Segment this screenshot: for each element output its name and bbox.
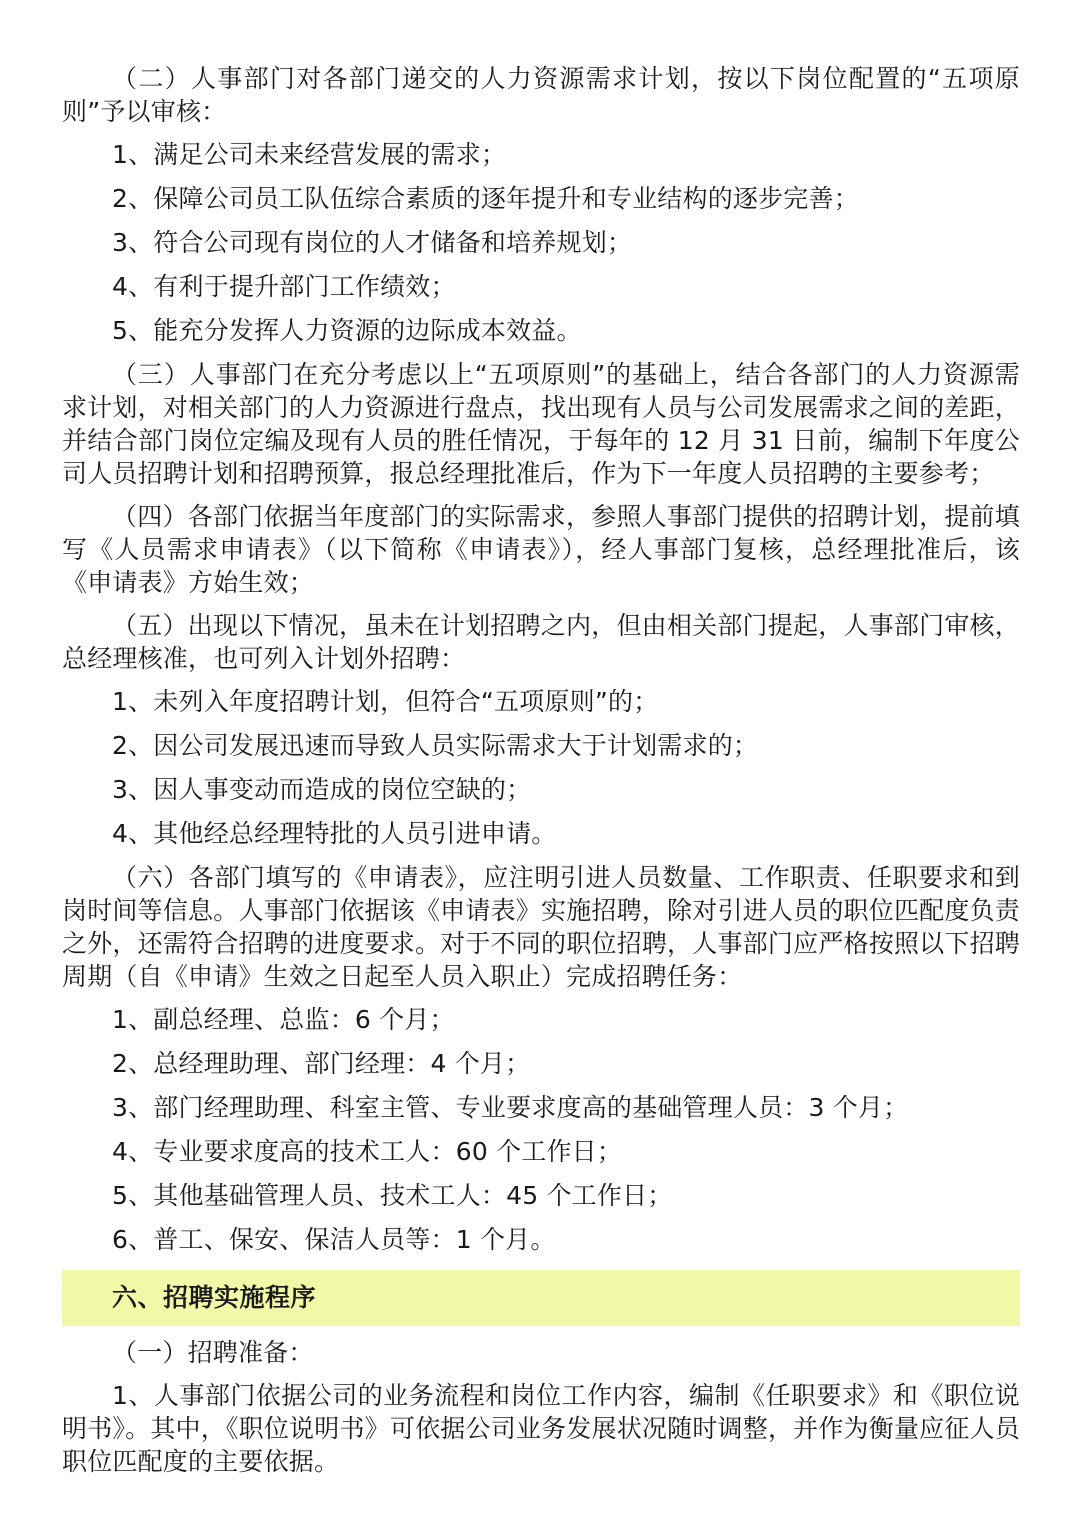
list-item: 2、总经理助理、部门经理：4 个月； <box>112 1049 531 1078</box>
section-4-paragraph: （四）各部门依据当年度部门的实际需求，参照人事部门提供的招聘计划，提前填写《人员需求申请表》（以下简称《申请表》），经人事部门复核，总经理批准后，该《申请表》方始生效； <box>62 502 1020 597</box>
preparation-section <box>62 1336 1020 1478</box>
list-item: 4、专业要求度高的技术工人：60 个工作日； <box>112 1137 623 1166</box>
section-5-intro: （五）出现以下情况，虽未在计划招聘之内，但由相关部门提起，人事部门审核，总经理核准，也可列入计划外招聘： <box>62 611 1020 673</box>
list-item: 3、部门经理助理、科室主管、专业要求度高的基础管理人员：3 个月； <box>112 1093 909 1122</box>
section-5 <box>62 609 1020 850</box>
list-item: 4、有利于提升部门工作绩效； <box>112 272 456 301</box>
list-item: 4、其他经总经理特批的人员引进申请。 <box>112 819 557 848</box>
section-3-paragraph: （三）人事部门在充分考虑以上“五项原则”的基础上，结合各部门的人力资源需求计划，对相关部门的人力资源进行盘点，找出现有人员与公司发展需求之间的差距，并结合部门岗位定编及现有人员的胜任情况，于每年的 12 月 31 日前，编制下年度公司人员招聘计划和招聘预算，报总经理批准后，作为下一年度人员招聘的主要参考； <box>62 360 1020 488</box>
list-item: 5、能充分发挥人力资源的边际成本效益。 <box>112 316 582 345</box>
section-6-intro: （六）各部门填写的《申请表》，应注明引进人员数量、工作职责、任职要求和到岗时间等信息。人事部门依据该《申请表》实施招聘，除对引进人员的职位匹配度负责之外，还需符合招聘的进度要求。对于不同的职位招聘，人事部门应严格按照以下招聘周期（自《申请》生效之日起至人员入职止）完成招聘任务： <box>62 863 1020 991</box>
list-item: 5、其他基础管理人员、技术工人：45 个工作日； <box>112 1181 673 1210</box>
section-2 <box>62 62 1020 347</box>
section-6 <box>62 861 1020 1256</box>
preparation-title: （一）招聘准备： <box>112 1338 314 1367</box>
list-item: 6、普工、保安、保洁人员等：1 个月。 <box>112 1225 556 1254</box>
section-heading: 六、招聘实施程序 <box>62 1270 1020 1326</box>
list-item: 2、因公司发展迅速而导致人员实际需求大于计划需求的； <box>112 731 759 760</box>
preparation-item-1: 1、人事部门依据公司的业务流程和岗位工作内容，编制《任职要求》和《职位说明书》。其中，《职位说明书》可依据公司业务发展状况随时调整，并作为衡量应征人员职位匹配度的主要依据。 <box>62 1381 1020 1476</box>
list-item: 2、保障公司员工队伍综合素质的逐年提升和专业结构的逐步完善； <box>112 184 859 213</box>
section-2-intro: （二）人事部门对各部门递交的人力资源需求计划，按以下岗位配置的“五项原则”予以审核： <box>62 64 1020 126</box>
list-item: 1、副总经理、总监：6 个月； <box>112 1005 455 1034</box>
list-item: 3、因人事变动而造成的岗位空缺的； <box>112 775 532 804</box>
list-item: 3、符合公司现有岗位的人才储备和培养规划； <box>112 228 633 257</box>
list-item: 1、满足公司未来经营发展的需求； <box>112 140 507 169</box>
list-item: 1、未列入年度招聘计划，但符合“五项原则”的； <box>112 687 659 716</box>
